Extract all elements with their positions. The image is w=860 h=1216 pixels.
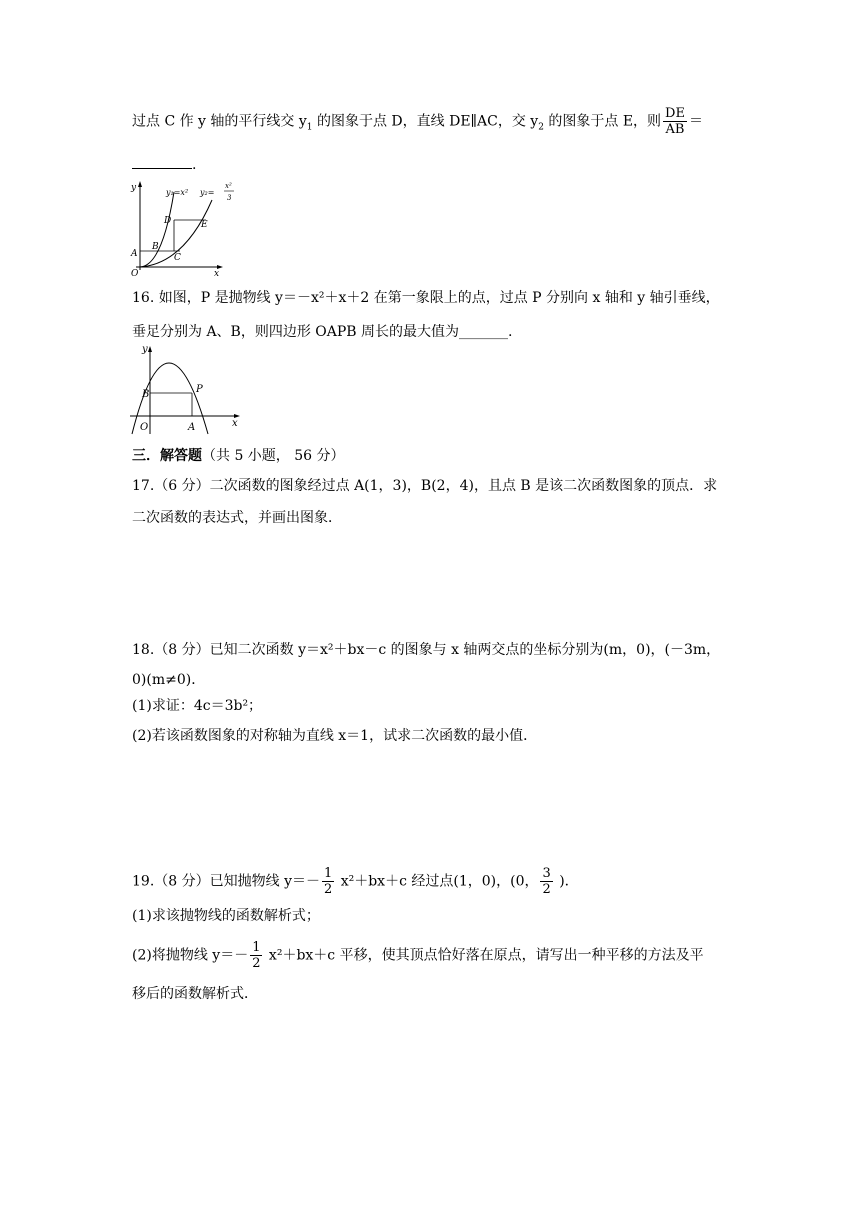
q15-label-y1: y₁=x² bbox=[166, 188, 189, 197]
q15-fraction bbox=[663, 106, 687, 137]
q15-label-d: D bbox=[164, 216, 172, 226]
q15-label-x: x bbox=[214, 269, 220, 278]
q19-line3 bbox=[132, 940, 704, 971]
q19-line3-b: x²＋bx＋c 平移，使其顶点恰好落在原点，请写出一种平移的方法及平 bbox=[264, 947, 704, 964]
q15-sub2: 2 bbox=[538, 122, 544, 133]
section3-note: （共 5 小题， 56 分） bbox=[202, 448, 345, 464]
q16-line1: 16. 如图，P 是抛物线 y＝－x²＋x＋2 在第一象限上的点，过点 P 分别向 x 轴和 y 轴引垂线， bbox=[132, 290, 720, 306]
q16-label-o: O bbox=[140, 422, 149, 433]
q15-label-e: E bbox=[201, 220, 208, 230]
q16-label-p: P bbox=[196, 384, 203, 395]
q15-line2 bbox=[132, 154, 196, 175]
q18-line2: 0)(m≠0)． bbox=[132, 672, 206, 688]
q15-label-y: y bbox=[131, 183, 137, 193]
q17-line1: 17.（6 分）二次函数的图象经过点 A(1，3)，B(2，4)，且点 B 是该二次函数图象的顶点．求 bbox=[132, 478, 718, 494]
q16-line2: 垂足分别为 A、B，则四边形 OAPB 周长的最大值为_______. bbox=[132, 324, 513, 340]
q15-text-c: 的图象于点 E，则 bbox=[543, 113, 662, 130]
q16-label-a: A bbox=[188, 422, 196, 433]
q19-frac1 bbox=[322, 866, 334, 897]
q19-frac3-num: 1 bbox=[252, 940, 261, 955]
q19-line4: 移后的函数解析式． bbox=[132, 986, 258, 1002]
q18-line4: (2)若该函数图象的对称轴为直线 x＝1，试求二次函数的最小值． bbox=[132, 728, 538, 744]
q15-equals: ＝ bbox=[688, 113, 703, 130]
q19-frac2-num: 3 bbox=[542, 866, 551, 881]
q19-text-a: 19.（8 分）已知抛物线 y＝－ bbox=[132, 873, 320, 890]
q15-label-c: C bbox=[174, 253, 181, 263]
q16-label-b: B bbox=[142, 389, 150, 400]
q19-frac2-den: 2 bbox=[542, 882, 551, 897]
q16-label-x: x bbox=[232, 418, 238, 429]
q19-line3-a: (2)将抛物线 y＝－ bbox=[132, 947, 249, 964]
q19-frac3 bbox=[250, 940, 262, 971]
q19-line1 bbox=[132, 866, 579, 897]
q16-y-arrow bbox=[148, 346, 152, 352]
q15-label-b: B bbox=[152, 242, 159, 252]
q18-line1: 18.（8 分）已知二次函数 y＝x²＋bx－c 的图象与 x 轴两交点的坐标分别为(m，0)，(－3m， bbox=[132, 642, 721, 658]
q15-line2-end: . bbox=[192, 157, 197, 173]
q15-figure bbox=[128, 178, 248, 278]
q15-frac-num: DE bbox=[665, 106, 685, 121]
q19-frac1-den: 2 bbox=[323, 882, 333, 897]
q15-sub1: 1 bbox=[306, 122, 313, 133]
q19-frac3-den: 2 bbox=[252, 956, 261, 971]
q15-text-a: 过点 C 作 y 轴的平行线交 y bbox=[132, 113, 307, 130]
q15-label-y2-den: 3 bbox=[227, 194, 232, 202]
q16-label-y: y bbox=[142, 344, 148, 355]
q19-frac1-num: 1 bbox=[323, 866, 333, 881]
q15-curve-y1 bbox=[140, 192, 174, 267]
q15-label-y2: y₂= bbox=[200, 188, 215, 197]
section3-title: 三．解答题 bbox=[132, 448, 202, 464]
q15-label-y2-num: x² bbox=[225, 182, 232, 190]
q15-y-arrow bbox=[138, 181, 142, 187]
q15-answer-blank bbox=[132, 154, 192, 169]
q16-figure bbox=[128, 342, 248, 438]
q17-line2: 二次函数的表达式，并画出图象． bbox=[132, 510, 342, 526]
q19-line2: (1)求该抛物线的函数解析式； bbox=[132, 908, 320, 924]
q15-text-b: 的图象于点 D，直线 DE∥AC，交 y bbox=[312, 113, 539, 130]
q15-line1 bbox=[132, 106, 703, 137]
q15-label-o: O bbox=[131, 269, 139, 278]
q15-frac-den: AB bbox=[665, 122, 685, 137]
q19-text-c: )． bbox=[554, 873, 579, 890]
q19-text-b: x²＋bx＋c 经过点(1，0)，(0， bbox=[336, 873, 539, 890]
q18-line3: (1)求证：4c＝3b²； bbox=[132, 698, 263, 714]
section3-heading bbox=[132, 446, 345, 466]
q19-frac2 bbox=[540, 866, 552, 897]
q15-label-a: A bbox=[131, 249, 138, 259]
